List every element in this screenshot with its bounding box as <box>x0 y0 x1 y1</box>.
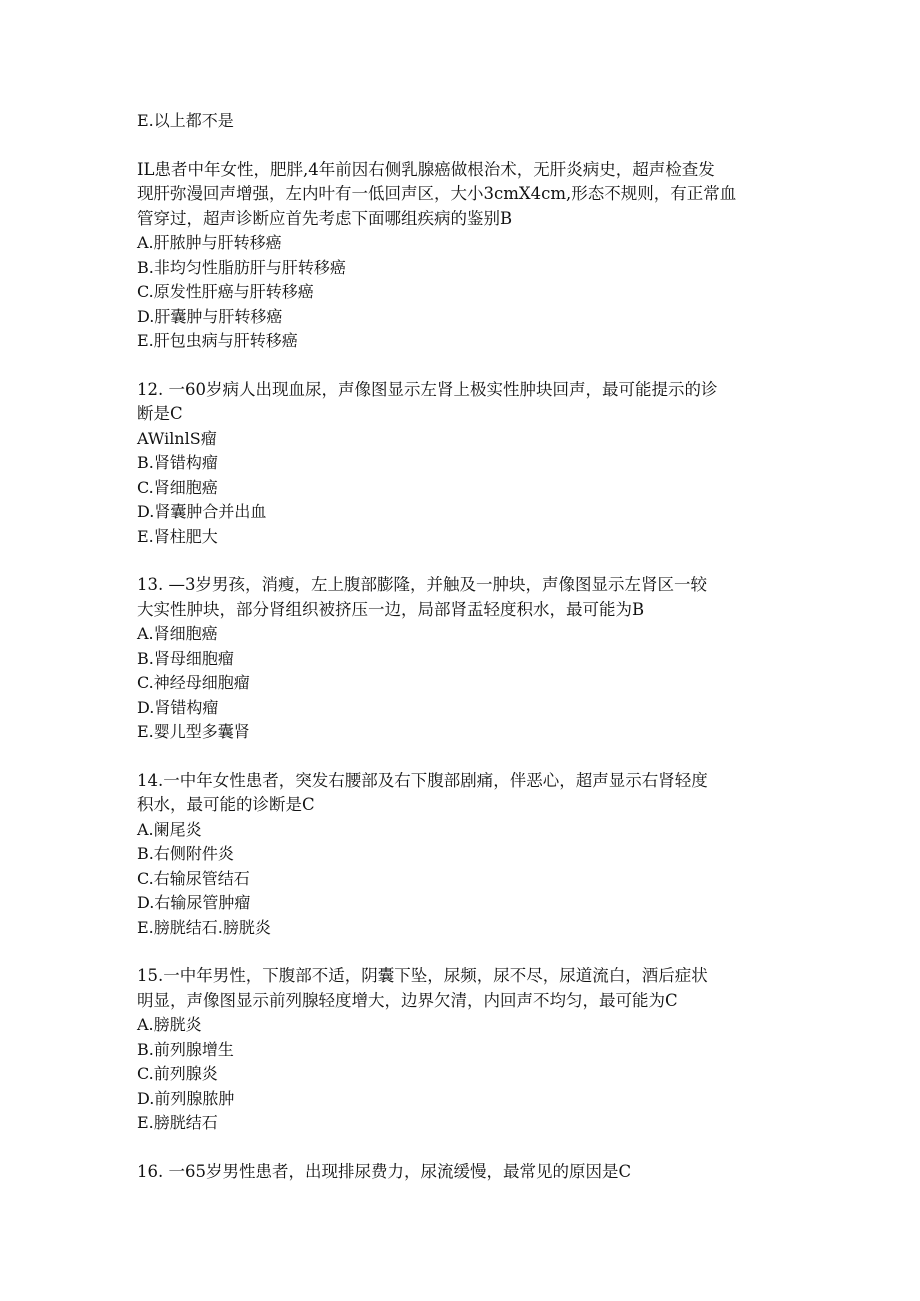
question-stem: 断是C <box>137 404 183 423</box>
question-14 <box>137 769 860 941</box>
option: B.右侧附件炎 <box>137 844 234 863</box>
option: E.肝包虫病与肝转移癌 <box>137 331 298 350</box>
option: A.肾细胞癌 <box>137 624 218 643</box>
option: D.前列腺脓肿 <box>137 1088 235 1108</box>
option: A.阑尾炎 <box>137 819 202 839</box>
question-16 <box>137 1160 860 1185</box>
question-stem: 管穿过，超声诊断应首先考虑下面哪组疾病的鉴别B <box>137 208 513 228</box>
option: E.膀胱结石 <box>137 1113 218 1132</box>
question-11 <box>137 158 860 354</box>
option: B.前列腺增生 <box>137 1039 234 1059</box>
question-stem: 16. 一65岁男性患者，出现排尿费力，尿流缓慢，最常见的原因是C <box>137 1161 632 1181</box>
option: B.肾母细胞瘤 <box>137 648 234 668</box>
option: D.肾错构瘤 <box>137 697 219 717</box>
option: C.右输尿管结石 <box>137 868 250 888</box>
option: B.肾错构瘤 <box>137 453 218 472</box>
question-stem: 14.一中年女性患者，突发右腰部及右下腹部剧痛，伴恶心，超声显示右肾轻度 <box>137 770 708 790</box>
option: AWilnlS瘤 <box>137 428 217 448</box>
option: A.膀胱炎 <box>137 1015 202 1034</box>
question-stem: 大实性肿块，部分肾组织被挤压一边，局部肾盂轻度积水，最可能为B <box>137 599 645 619</box>
option: A.肝脓肿与肝转移癌 <box>137 233 282 252</box>
option: C.肾细胞癌 <box>137 477 218 497</box>
question-stem: 明显，声像图显示前列腺轻度增大，边界欠清，内回声不均匀，最可能为C <box>137 990 678 1010</box>
question-10-tail <box>137 109 860 134</box>
question-15 <box>137 964 860 1136</box>
question-stem: 现肝弥漫回声增强，左内叶有一低回声区，大小3cmX4cm,形态不规则，有正常血 <box>137 184 737 203</box>
option: E.以上都不是 <box>137 111 234 130</box>
option: C.神经母细胞瘤 <box>137 673 250 692</box>
question-stem: 12. 一60岁病人出现血尿，声像图显示左肾上极实性肿块回声，最可能提示的诊 <box>137 379 718 399</box>
option: B.非均匀性脂肪肝与肝转移癌 <box>137 257 346 277</box>
question-13 <box>137 573 860 745</box>
question-stem: 积水，最可能的诊断是C <box>137 795 315 814</box>
question-12 <box>137 378 860 550</box>
question-stem: IL患者中年女性，肥胖,4年前因右侧乳腺癌做根治术，无肝炎病史，超声检查发 <box>137 159 715 179</box>
option: E.婴儿型多囊肾 <box>137 722 250 741</box>
option: E.膀胱结石.膀胱炎 <box>137 917 271 937</box>
option: D.肝囊肿与肝转移癌 <box>137 306 283 326</box>
option: C.前列腺炎 <box>137 1064 218 1083</box>
question-stem: 13. —3岁男孩，消瘦，左上腹部膨隆，并触及一肿块，声像图显示左肾区一较 <box>137 575 707 594</box>
option: D.右输尿管肿瘤 <box>137 893 251 912</box>
option: C.原发性肝癌与肝转移癌 <box>137 282 314 301</box>
option: E.肾柱肥大 <box>137 526 218 546</box>
question-stem: 15.一中年男性，下腹部不适，阴囊下坠，尿频，尿不尽，尿道流白，酒后症状 <box>137 966 708 985</box>
option: D.肾囊肿合并出血 <box>137 502 267 521</box>
